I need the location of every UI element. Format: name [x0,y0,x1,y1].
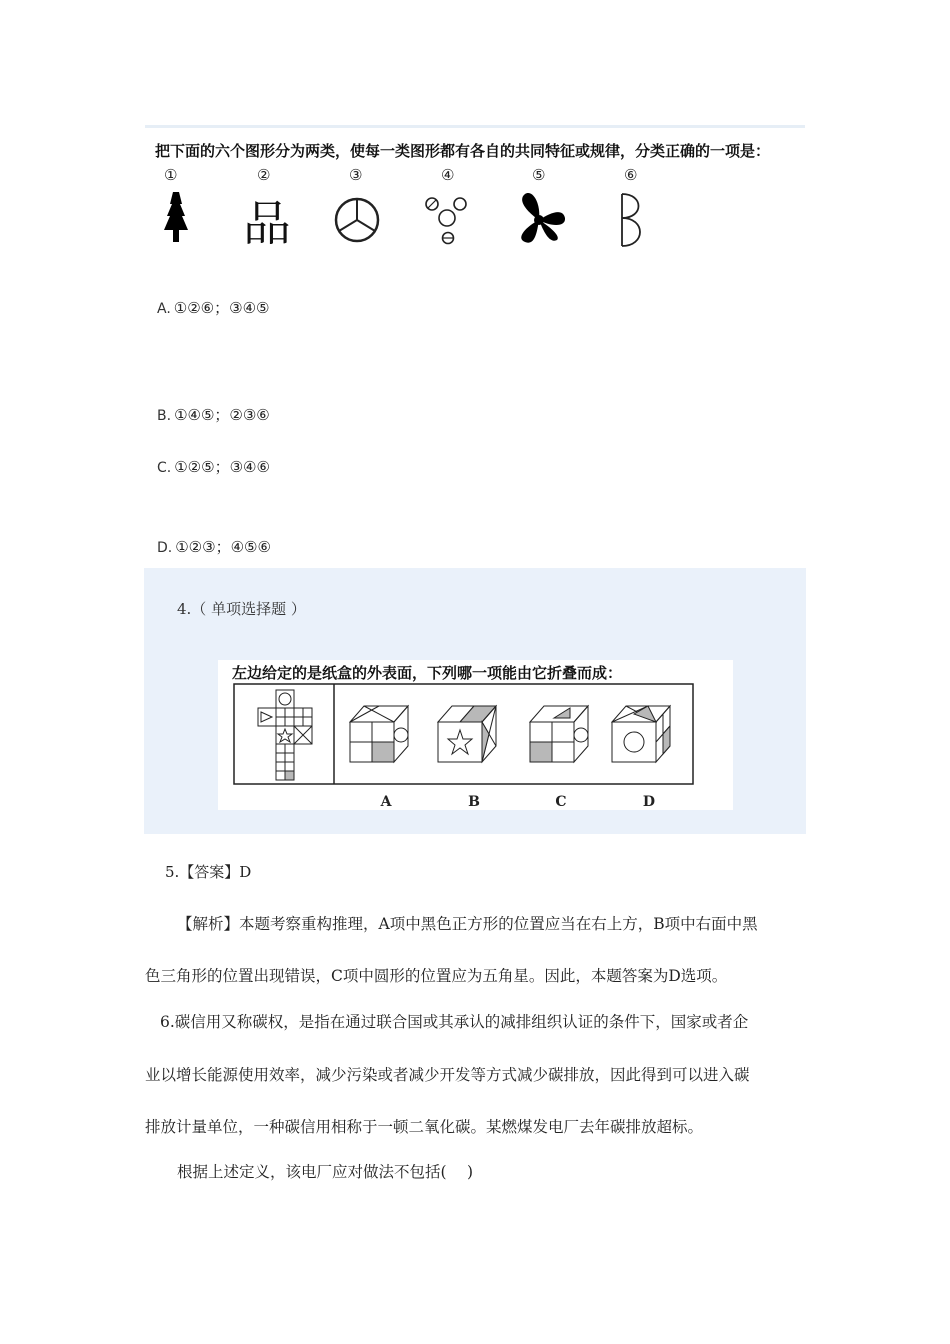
choice-label-b: B [468,794,480,810]
top-divider [145,125,805,128]
option-value: ①②③；④⑤⑥ [175,538,271,556]
figure-number-4: ④ [441,166,455,184]
q6-line-3: 排放计量单位，一种碳信用相称于一顿二氧化碳。某燃煤发电厂去年碳排放超标。 [145,1118,704,1136]
question-stem: 把下面的六个图形分为两类，使每一类图形都有各自的共同特征或规律，分类正确的一项是： [155,142,771,160]
cube-figure-title: 左边给定的是纸盒的外表面，下列哪一项能由它折叠而成： [232,664,623,682]
cube-choice-b[interactable] [438,706,496,762]
analysis-line-1: 【解析】本题考察重构推理，A项中黑色正方形的位置应当在右上方，B项中右面中黑 [177,915,758,933]
circles-cluster-icon [418,190,478,250]
pin-character-icon [237,190,297,250]
cube-choice-d[interactable] [612,706,670,762]
option-b[interactable] [157,404,270,425]
fan-blades-icon [509,190,569,250]
q6-line-1: 6.碳信用又称碳权，是指在通过联合国或其承认的减排组织认证的条件下，国家或者企 [160,1013,749,1031]
option-letter: D. [157,540,173,556]
q6-question: 根据上述定义，该电厂应对做法不包括( ) [177,1163,474,1181]
answer-heading: 5.【答案】D [165,863,252,881]
option-value: ①②⑥；③④⑤ [173,299,270,317]
figure-number-2: ② [257,166,271,184]
figure-number-6: ⑥ [624,166,638,184]
figure-number-5: ⑤ [532,166,546,184]
option-letter: A. [157,301,171,317]
figure-number-3: ③ [349,166,363,184]
option-c[interactable] [157,456,270,477]
choice-label-d: D [642,794,656,810]
figure-number-1: ① [164,166,178,184]
option-letter: B. [157,408,172,424]
tree-icon [146,190,206,250]
option-letter: C. [157,460,172,476]
cube-choice-a[interactable] [350,706,408,762]
cube-figure [218,660,733,812]
analysis-line-2: 色三角形的位置出现错误，C项中圆形的位置应为五角星。因此，本题答案为D选项。 [145,967,728,985]
option-d[interactable] [157,536,271,557]
option-value: ①②⑤；③④⑥ [174,458,270,476]
q6-line-2: 业以增长能源使用效率，减少污染或者减少开发等方式减少碳排放，因此得到可以进入碳 [145,1066,750,1084]
pin-character: 品 [242,196,292,250]
box-net [258,690,312,780]
circle-trisected-icon [327,190,387,250]
choice-label-c: C [555,794,567,810]
cube-choice-c[interactable] [530,706,588,762]
letter-b-icon [600,190,660,250]
question-4-label: 4.（ 单项选择题 ） [177,600,306,618]
option-value: ①④⑤；②③⑥ [174,406,270,424]
option-a[interactable] [157,297,269,318]
choice-label-a: A [380,794,392,810]
